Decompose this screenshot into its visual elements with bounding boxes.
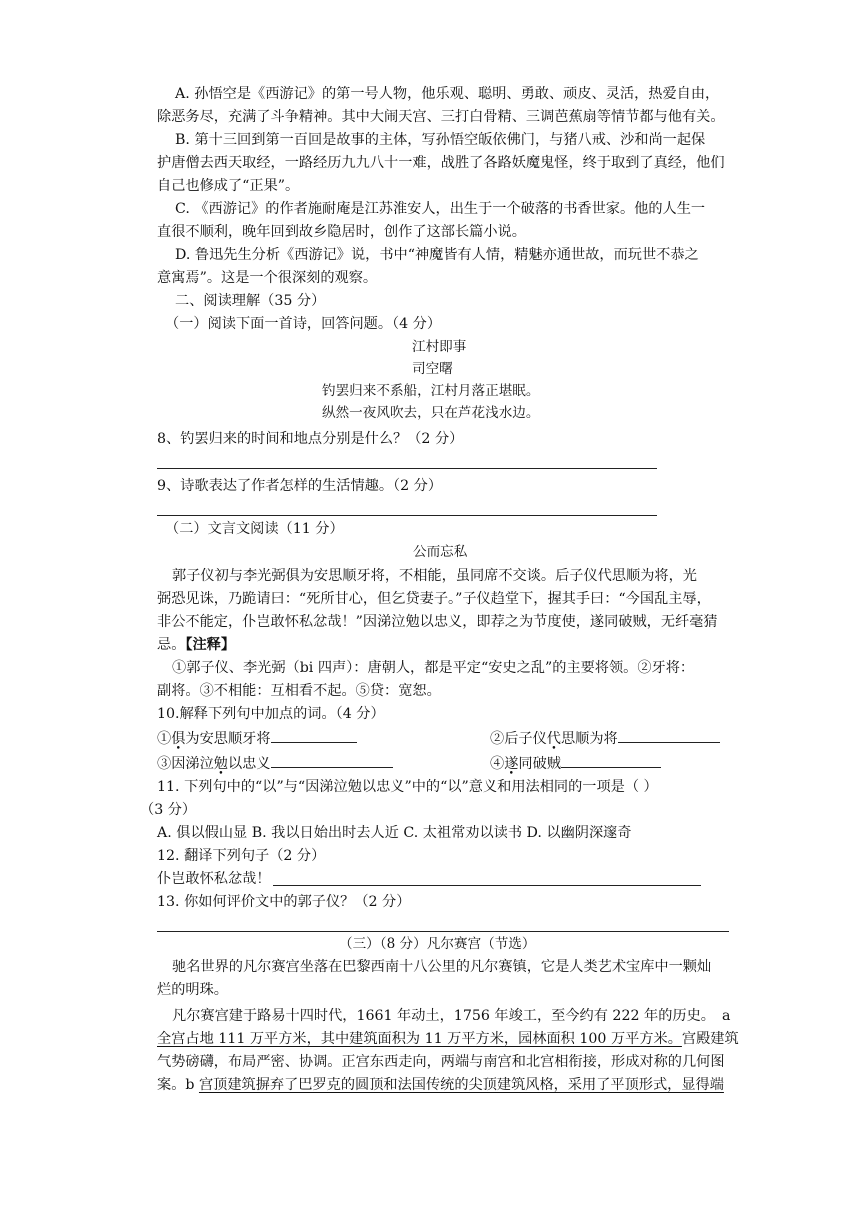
q7-option-a-line1: A. 孙悟空是《西游记》的第一号人物，他乐观、聪明、勇敢、顽皮、灵活，热爱自由，	[175, 86, 720, 102]
essay-title: 公而忘私	[413, 544, 468, 560]
poem-author: 司空曙	[412, 361, 453, 377]
part3-line-1: 驰名世界的凡尔赛宫坐落在巴黎西南十八公里的凡尔赛镇，它是人类艺术宝库中一颗灿	[172, 959, 712, 975]
notes-heading: 【注释】	[185, 637, 236, 653]
q7-option-c-line1: C. 《西游记》的作者施耐庵是江苏淮安人，出生于一个破落的书香世家。他的人生一	[175, 201, 706, 217]
q10-item-2: ②后子仪代思顺为将	[490, 728, 720, 748]
answer-line-q9[interactable]	[157, 515, 657, 516]
q7-option-c-line2: 直很不顺利，晚年回到故乡隐居时，创作了这部长篇小说。	[157, 224, 526, 240]
question-9: 9、诗歌表达了作者怎样的生活情趣。（2 分）	[157, 478, 443, 494]
q7-option-d-line1: D. 鲁迅先生分析《西游记》说，书中“神魔皆有人情，精魅亦通世故，而玩世不恭之	[175, 247, 699, 263]
q7-option-d-line2: 意寓焉”。这是一个很深刻的观察。	[157, 270, 378, 286]
part3-line-4: 全宫占地 111 万平方米，其中建筑面积为 11 万平方米，园林面积 100 万平方米。宫殿建筑	[157, 1031, 739, 1047]
poem-title: 江村即事	[412, 339, 467, 355]
notes-line-2: 副将。③不相能：互相看不起。⑤贷：宽恕。	[157, 683, 441, 699]
dotted-word: 代	[546, 731, 561, 747]
essay-line-4	[157, 636, 235, 654]
answer-blank-10-3[interactable]	[271, 753, 393, 768]
essay-line-1: 郭子仪初与李光弼俱为安思顺牙将，不相能，虽同席不交谈。后子仪代思顺为将，光	[172, 568, 697, 584]
q7-option-b-line1: B. 第十三回到第一百回是故事的主体，写孙悟空皈依佛门，与猪八戒、沙和尚一起保	[175, 132, 706, 148]
question-13: 13. 你如何评价文中的郭子仪？（2 分）	[157, 894, 411, 910]
section2-title: 二、阅读理解（35 分）	[175, 293, 326, 309]
answer-line-q8[interactable]	[157, 468, 657, 469]
part3-line-2: 烂的明珠。	[157, 982, 228, 998]
notes-line-1: ①郭子仪、李光弼（bi 四声）：唐朝人，都是平定“安史之乱”的主要将领。②牙将：	[172, 660, 695, 676]
answer-blank-10-4[interactable]	[561, 753, 661, 768]
part2-title: （二）文言文阅读（11 分）	[165, 521, 344, 537]
dotted-word: 遂	[504, 756, 519, 772]
question-12-sentence: 仆岂敢怀私忿哉！	[157, 871, 271, 887]
part1-instruction: （一）阅读下面一首诗，回答问题。（4 分）	[165, 316, 442, 332]
q10-item-3: ③因涕泣勉以忠义	[157, 753, 393, 773]
marker-a: a	[722, 1008, 731, 1024]
question-11-score: （3 分）	[140, 802, 197, 818]
dotted-word: 俱	[171, 731, 186, 747]
answer-line-q13[interactable]	[157, 931, 729, 932]
q7-option-b-line2: 护唐僧去西天取经，一路经历九九八十一难，战胜了各路妖魔鬼怪，终于取到了真经，他们	[157, 155, 725, 171]
question-8: 8、钓罢归来的时间和地点分别是什么？（2 分）	[157, 431, 464, 447]
essay-line-2: 弼恐见诛，乃跪请曰：“死所甘心，但乞贷妻子。”子仪趋堂下，握其手曰：“今国乱主辱，	[157, 591, 711, 607]
part3-line-3: 凡尔赛宫建于路易十四时代，1661 年动土，1756 年竣工，至今约有 222 年的历史。	[172, 1008, 715, 1024]
underlined-sentence-a: 全宫占地 111 万平方米，其中建筑面积为 11 万平方米，园林面积 100 万平方米。	[157, 1031, 682, 1047]
part3-line-5: 气势磅礴，布局严密、协调。正宫东西走向，两端与南宫和北宫相衔接，形成对称的几何图	[157, 1054, 725, 1070]
dotted-word: 勉	[213, 756, 228, 772]
part3-title: （三）（8 分）凡尔赛宫（节选）	[339, 936, 536, 952]
question-12: 12. 翻译下列句子（2 分）	[157, 848, 326, 864]
underlined-sentence-b: 宫顶建筑摒弃了巴罗克的圆顶和法国传统的尖顶建筑风格，采用了平顶形式，显得端	[198, 1077, 724, 1093]
poem-line-2: 纵然一夜风吹去，只在芦花浅水边。	[322, 405, 540, 421]
poem-line-1: 钓罢归来不系船，江村月落正堪眠。	[322, 383, 540, 399]
essay-end-text: 忌。	[157, 637, 186, 653]
question-11-options: A. 俱以假山显 B. 我以日始出时去人近 C. 太祖常劝以读书 D. 以幽阴深邃奇	[157, 825, 632, 841]
answer-line-q12[interactable]	[273, 885, 701, 886]
answer-blank-10-1[interactable]	[271, 728, 357, 743]
q7-option-a-line2: 除恶务尽，充满了斗争精神。其中大闹天宫、三打白骨精、三调芭蕉扇等情节都与他有关。	[157, 109, 725, 125]
question-10: 10.解释下列句中加点的词。（4 分）	[157, 706, 385, 722]
question-11: 11. 下列句中的“以”与“因涕泣勉以忠义”中的“以”意义和用法相同的一项是（ ）	[157, 779, 658, 795]
q7-option-b-line3: 自己也修成了“正果”。	[157, 178, 300, 194]
answer-blank-10-2[interactable]	[618, 728, 720, 743]
part3-line-6: 案。b 宫顶建筑摒弃了巴罗克的圆顶和法国传统的尖顶建筑风格，采用了平顶形式，显得端	[157, 1077, 724, 1093]
essay-line-3: 非公不能定，仆岂敢怀私忿哉！”因涕泣勉以忠义，即荐之为节度使，遂同破贼，无纤毫猜	[157, 614, 718, 630]
q10-item-1: ①俱为安思顺牙将	[157, 728, 357, 748]
q10-item-4: ④遂同破贼	[490, 753, 661, 773]
